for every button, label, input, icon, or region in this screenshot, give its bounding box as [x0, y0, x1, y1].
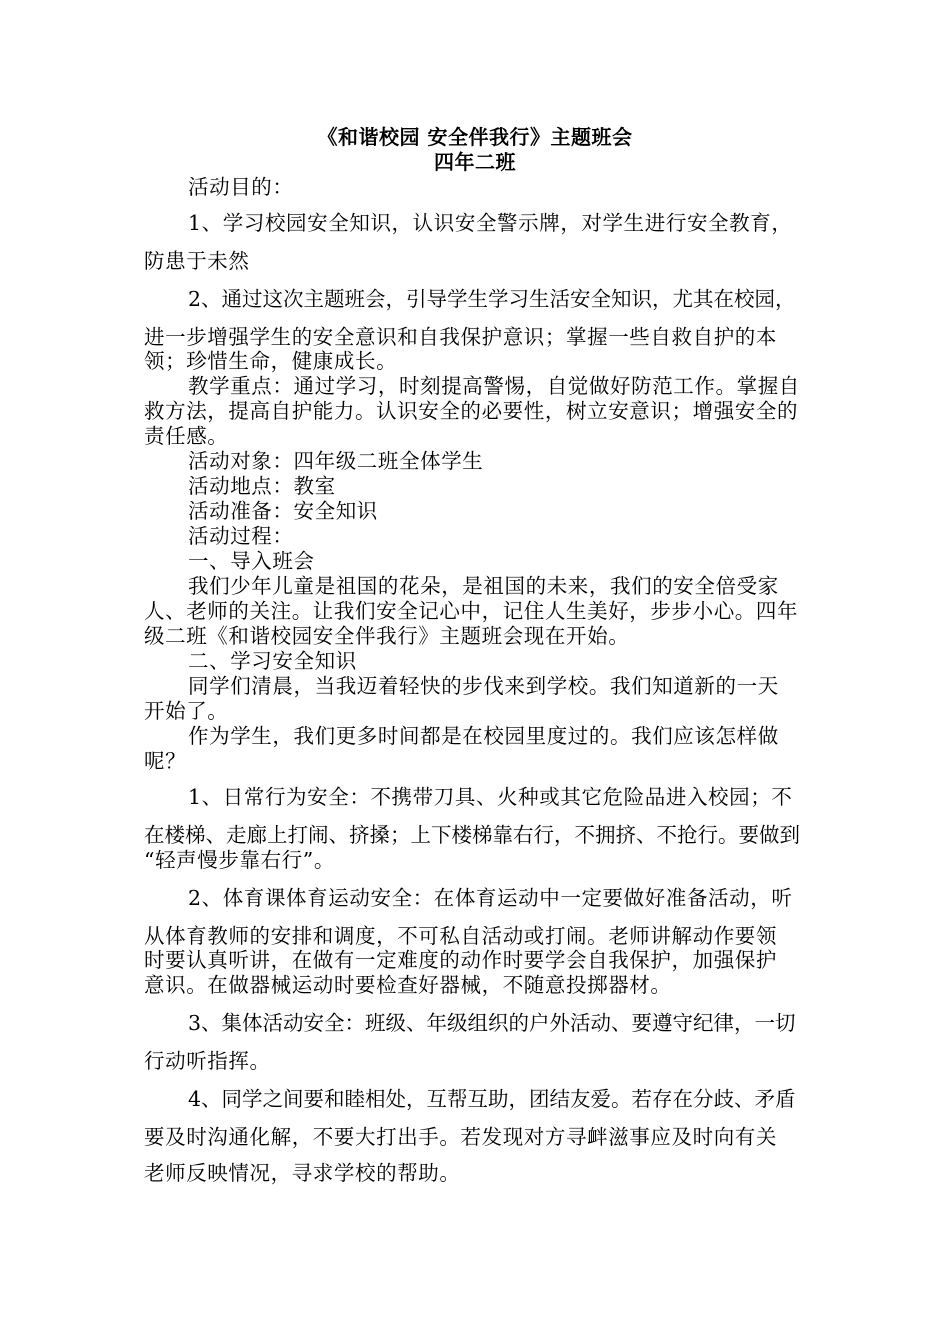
rule-2-line-3: 时要认真听讲，在做有一定难度的动作时要学会自我保护，加强保护 [144, 948, 777, 972]
activity-preparation: 活动准备：安全知识 [188, 499, 378, 523]
activity-target: 活动对象：四年级二班全体学生 [188, 449, 484, 473]
section-two-heading: 二、学习安全知识 [188, 649, 357, 673]
rule-4-line-2: 要及时沟通化解，不要大打出手。若发现对方寻衅滋事应及时向有关 [144, 1125, 777, 1149]
rule-3-line-1: 3、集体活动安全：班级、年级组织的户外活动、要遵守纪律，一切 [188, 1011, 796, 1035]
intro-line-1: 我们少年儿童是祖国的花朵，是祖国的未来，我们的安全倍受家 [188, 574, 779, 598]
morning-line-2: 开始了。 [144, 699, 229, 723]
goal-1-line-1: 1、学习校园安全知识，认识安全警示牌，对学生进行安全教育， [188, 211, 793, 235]
intro-line-3: 级二班《和谐校园安全伴我行》主题班会现在开始。 [144, 624, 630, 648]
rule-2-line-1: 2、体育课体育运动安全：在体育运动中一定要做好准备活动，听 [188, 886, 793, 910]
rule-1-line-2: 在楼梯、走廊上打闹、挤搡；上下楼梯靠右行，不拥挤、不抢行。要做到 [144, 823, 800, 847]
goal-2-line-2: 进一步增强学生的安全意识和自我保护意识；掌握一些自救自护的本 [144, 325, 777, 349]
document-title: 《和谐校园 安全伴我行》主题班会 [317, 125, 633, 149]
focus-line-2: 救方法，提高自护能力。认识安全的必要性，树立安意识；增强安全的 [144, 399, 799, 423]
rule-2-line-4: 意识。在做器械运动时要检查好器械，不随意投掷器材。 [144, 973, 672, 997]
rule-1-line-1: 1、日常行为安全：不携带刀具、火种或其它危险品进入校园；不 [188, 785, 793, 809]
question-line-1: 作为学生，我们更多时间都是在校园里度过的。我们应该怎样做 [188, 724, 779, 748]
document-subtitle: 四年二班 [434, 150, 516, 174]
activity-process-heading: 活动过程： [188, 524, 294, 548]
intro-line-2: 人、老师的关注。让我们安全记心中，记住人生美好，步步小心。四年 [144, 599, 799, 623]
rule-4-line-3: 老师反映情况，寻求学校的帮助。 [144, 1161, 461, 1185]
section-one-heading: 一、导入班会 [188, 549, 315, 573]
rule-3-line-2: 行动听指挥。 [144, 1049, 271, 1073]
goal-2-line-3: 领；珍惜生命，健康成长。 [144, 349, 398, 373]
section-heading-goals: 活动目的： [188, 175, 294, 199]
focus-line-1: 教学重点：通过学习，时刻提高警惕，自觉做好防范工作。掌握自 [188, 374, 800, 398]
goal-1-line-2: 防患于未然 [144, 249, 250, 273]
goal-2-line-1: 2、通过这次主题班会，引导学生学习生活安全知识，尤其在校园， [188, 287, 796, 311]
rule-4-line-1: 4、同学之间要和睦相处，互帮互助，团结友爱。若存在分歧、矛盾 [188, 1087, 796, 1111]
rule-1-line-3: “轻声慢步靠右行”。 [144, 848, 335, 872]
rule-2-line-2: 从体育教师的安排和调度，不可私自活动或打闹。老师讲解动作要领 [144, 924, 777, 948]
activity-location: 活动地点：教室 [188, 474, 336, 498]
morning-line-1: 同学们清晨，当我迈着轻快的步伐来到学校。我们知道新的一天 [188, 674, 779, 698]
question-line-2: 呢？ [144, 749, 187, 773]
focus-line-3: 责任感。 [144, 424, 229, 448]
